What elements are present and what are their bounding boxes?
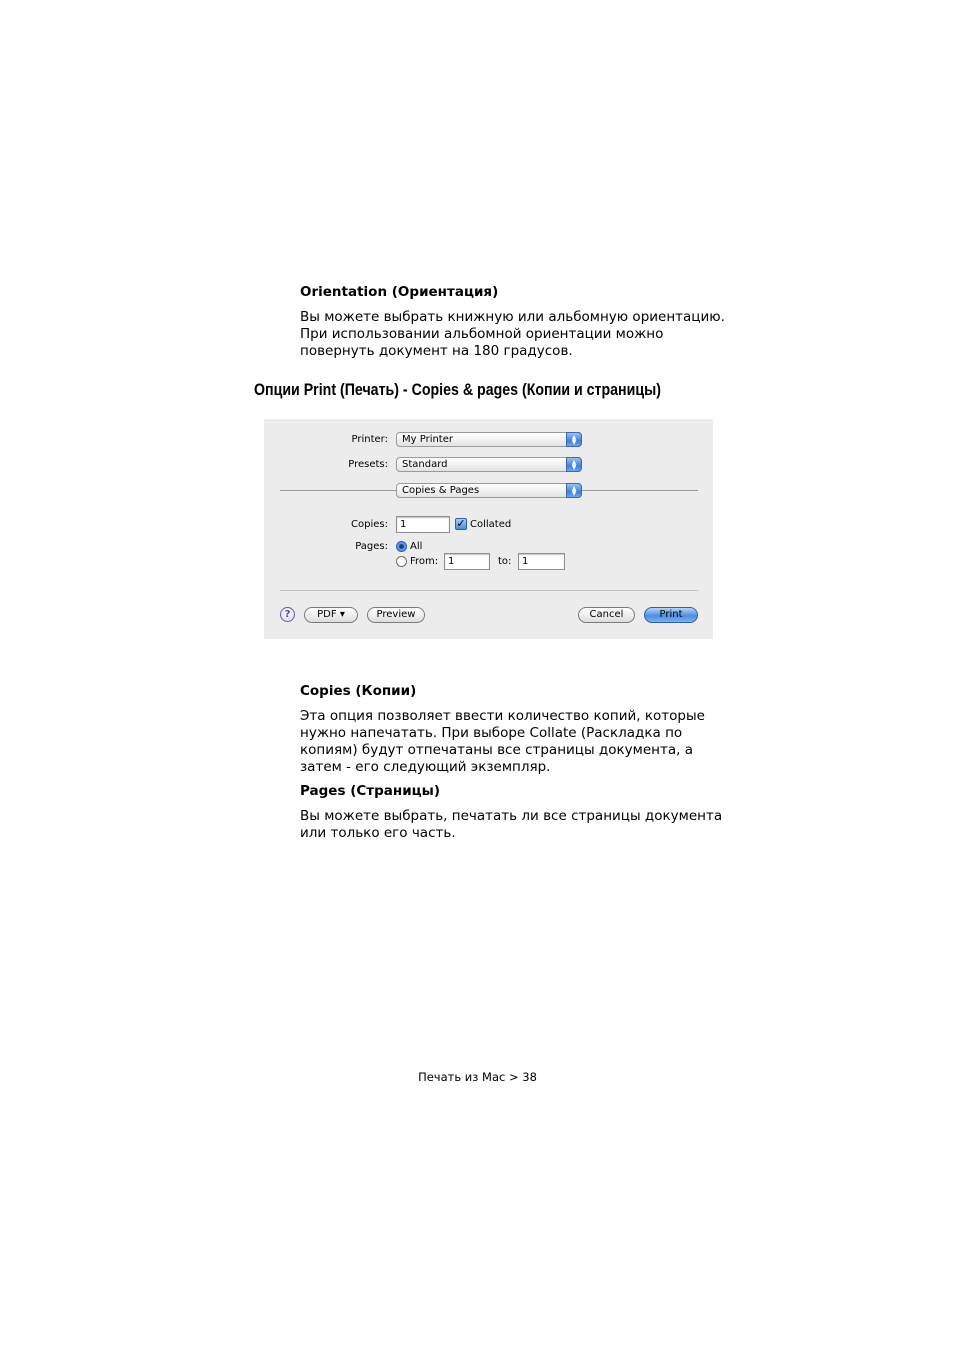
text-line: или только его часть. bbox=[300, 825, 456, 841]
up-down-arrows-icon: ▲ ▼ bbox=[566, 483, 582, 498]
pages-label: Pages: bbox=[355, 541, 388, 552]
orientation-heading: Orientation (Ориентация) bbox=[300, 284, 499, 300]
orientation-paragraph bbox=[300, 309, 730, 360]
presets-label: Presets: bbox=[348, 459, 388, 470]
all-radio[interactable] bbox=[396, 541, 407, 552]
pages-heading: Pages (Страницы) bbox=[300, 783, 441, 799]
all-label: All bbox=[410, 541, 423, 552]
text-line: затем - его следующий экземпляр. bbox=[300, 759, 551, 775]
copies-field[interactable]: 1 bbox=[396, 516, 450, 533]
panel-value: Copies & Pages bbox=[402, 485, 480, 496]
preview-button[interactable]: Preview bbox=[367, 607, 425, 623]
help-icon[interactable]: ? bbox=[280, 607, 295, 622]
text-line: нужно напечатать. При выборе Collate (Раскладка по bbox=[300, 725, 683, 741]
pdf-button[interactable]: PDF ▾ bbox=[304, 607, 358, 623]
page-footer: Печать из Mac > 38 bbox=[418, 1070, 537, 1084]
to-field[interactable]: 1 bbox=[518, 553, 565, 570]
from-label: From: bbox=[410, 556, 439, 567]
from-field[interactable]: 1 bbox=[444, 553, 490, 570]
presets-popup[interactable] bbox=[396, 457, 582, 472]
text-line: Вы можете выбрать, печатать ли все страницы документа bbox=[300, 808, 723, 824]
print-button[interactable]: Print bbox=[644, 607, 698, 623]
collated-label: Collated bbox=[470, 519, 512, 530]
printer-popup[interactable] bbox=[396, 432, 582, 447]
text-line: Вы можете выбрать книжную или альбомную ориентацию. bbox=[300, 309, 725, 325]
printer-label: Printer: bbox=[351, 434, 388, 445]
text-line: Эта опция позволяет ввести количество копий, которые bbox=[300, 708, 705, 724]
printer-value: My Printer bbox=[402, 434, 453, 445]
collated-checkbox[interactable]: ✓ bbox=[456, 517, 466, 530]
text-line: копиям) будут отпечатаны все страницы документа, а bbox=[300, 742, 693, 758]
copies-label: Copies: bbox=[351, 519, 388, 530]
separator bbox=[280, 590, 698, 591]
to-label: to: bbox=[498, 556, 512, 567]
up-down-arrows-icon: ▲ ▼ bbox=[566, 457, 582, 472]
text-line: При использовании альбомной ориентации можно bbox=[300, 326, 664, 342]
section-title: Опции Print (Печать) - Copies & pages (Копии и страницы) bbox=[254, 381, 661, 399]
print-dialog bbox=[264, 419, 713, 639]
pages-paragraph bbox=[300, 808, 730, 842]
panel-popup[interactable] bbox=[396, 483, 582, 498]
copies-heading: Copies (Копии) bbox=[300, 683, 417, 699]
cancel-button[interactable]: Cancel bbox=[578, 607, 635, 623]
separator bbox=[280, 490, 397, 491]
from-radio[interactable] bbox=[396, 556, 407, 567]
separator bbox=[582, 490, 698, 491]
copies-paragraph bbox=[300, 708, 730, 776]
text-line: повернуть документ на 180 градусов. bbox=[300, 343, 573, 359]
presets-value: Standard bbox=[402, 459, 448, 470]
up-down-arrows-icon: ▲ ▼ bbox=[566, 432, 582, 447]
